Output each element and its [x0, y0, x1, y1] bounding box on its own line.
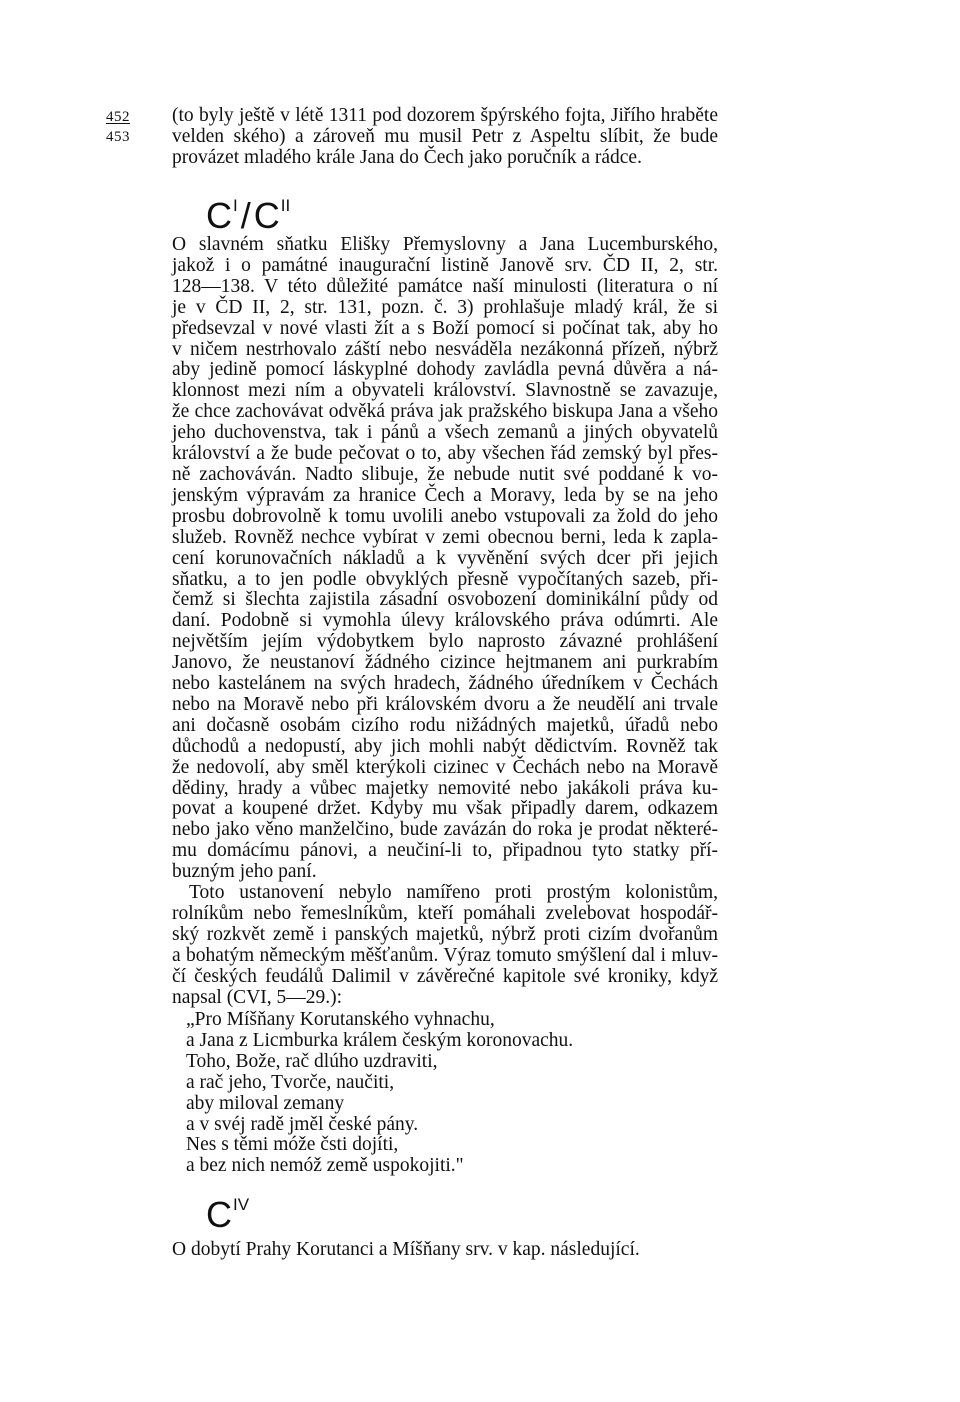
text-line: dědiny, hrady a vůbec majetky nemovité nebo jakákoli práva ku- — [172, 777, 718, 799]
text-line: čemž si šlechta zajistila zásadní osvobození dominikální půdy od — [172, 589, 718, 611]
text-line: cení korunovačních nákladů a k vyvěnění svých dcer při jejich — [172, 547, 718, 569]
heading-letter: C — [206, 195, 232, 236]
heading-letter: C — [206, 1194, 232, 1235]
text-line: je v ČD II, 2, str. 131, pozn. č. 3) prohlašuje mladý král, že si — [172, 296, 718, 318]
text-line: mu domácímu pánovi, a neučiní-li to, připadnou tyto statky pří- — [172, 840, 718, 862]
heading-letter: C — [253, 195, 280, 236]
text-line: největším jejím výdobytkem bylo naprosto závazné prohlášení — [172, 631, 718, 653]
poem-line: a v svéj radě jměl české pány. — [186, 1113, 419, 1135]
poem-quote — [186, 1010, 573, 1177]
text-line: v ničem nestrhovalo záští nebo nesváděla nezákonná přízeň, nýbrž — [172, 338, 718, 360]
text-line: důchodů a nedopustí, aby jich mohli nabýt dědictvím. Rovněž tak — [172, 735, 718, 757]
text-line: nebo kastelánem na svých hradech, žádného úředníkem v Čechách — [172, 673, 718, 695]
poem-line: aby miloval zemany — [186, 1092, 345, 1114]
text-line: 128—138. V této důležité památce naší minulosti (literatura o ní — [172, 275, 718, 297]
intro-paragraph — [172, 106, 718, 169]
text-line: aby jedině pomocí láskyplné dohody zavládla pevná důvěra a ná- — [172, 359, 718, 381]
text-line: (to byly ještě v létě 1311 pod dozorem špýrského fojta, Jiřího hraběte — [172, 105, 718, 126]
poem-line: „Pro Míšňany Korutanského vyhnachu, — [186, 1009, 495, 1030]
text-line: rolníkům nebo řemeslníkům, kteří pomáhali zvelebovat hospodář- — [172, 903, 718, 924]
main-paragraph — [172, 235, 718, 1009]
text-line: předsevzal v nové vlasti žít a s Boží pomocí si počínat tak, aby ho — [172, 317, 718, 339]
text-line: Janovo, že neustanoví žádného cizince hejtmanem ani purkrabím — [172, 652, 718, 674]
text-line: napsal (CVI, 5—29.): — [172, 986, 343, 1008]
page-number-top: 452 — [106, 109, 130, 125]
section-heading-civ — [206, 1187, 249, 1233]
text-line: ský rozkvět země i panských majetků, nýbrž proti cizím dvořanům — [172, 923, 718, 945]
text-line: povat a koupené držet. Kdyby mu však připadly darem, odkazem — [172, 798, 718, 820]
text-line: O dobytí Prahy Korutanci a Míšňany srv. v kap. následující. — [172, 1239, 640, 1260]
poem-line: Toho, Bože, rač dlúho uzdraviti, — [186, 1050, 438, 1072]
text-line: Toto ustanovení nebylo namířeno proti prostým kolonistům, — [189, 882, 718, 904]
text-line: království a že bude pečovat o to, aby všechen řád zemský byl přes- — [172, 443, 718, 465]
heading-superscript: II — [280, 196, 291, 215]
page-numbers — [106, 107, 146, 147]
text-line: jeho duchovenstva, tak i pánů a všech zemanů a jiných obyvatelů — [172, 422, 718, 444]
text-line: nebo na Moravě nebo při královském dvoru a že neudělí ani trvale — [172, 693, 718, 715]
text-line: klonnost mezi ním a obyvateli království. Slavnostně se zavazuje, — [172, 380, 718, 402]
text-line: O slavném sňatku Elišky Přemyslovny a Jana Lucemburského, — [172, 234, 718, 255]
poem-line: a Jana z Licmburka králem českým koronovachu. — [186, 1029, 574, 1051]
heading-superscript: I — [233, 196, 238, 215]
text-line: velden ského) a zároveň mu musil Petr z Aspeltu slíbit, že bude — [172, 125, 718, 147]
text-line: jenským výpravám za hranice Čech a Moravy, leda by se na jeho — [172, 484, 718, 506]
text-line: buzným jeho paní. — [172, 861, 317, 883]
poem-line: a rač jeho, Tvorče, naučiti, — [186, 1071, 395, 1093]
heading-superscript: IV — [233, 1195, 250, 1214]
text-line: sňatku, a to jen podle obvyklých přesně vypočítaných sazeb, při- — [172, 568, 718, 590]
text-line: nebo jako věno manželčino, bude zavázán do roka je prodat některé- — [172, 819, 718, 841]
text-line: a bohatým německým měšťanům. Výraz tomuto smýšlení dal i mluv- — [172, 944, 718, 966]
text-line: čí českých feudálů Dalimil v závěrečné kapitole své kroniky, když — [172, 965, 718, 987]
heading-separator: / — [240, 195, 251, 236]
text-line: že nedovolí, aby směl kterýkoli cizinec v Čechách nebo na Moravě — [172, 756, 718, 778]
poem-line: Nes s těmi móže čsti dojíti, — [186, 1134, 399, 1156]
text-line: ani dočasně osobám cizího rodu nižádných majetků, úřadů nebo — [172, 714, 718, 736]
text-line: služeb. Rovněž nechce vybírat v zemi obecnou berni, leda k zapla- — [172, 526, 718, 548]
page-number-bottom: 453 — [106, 129, 130, 145]
text-line: ně zachováván. Nadto slibuje, že nebude nutit své poddané k vo- — [172, 463, 718, 485]
text-line: prosbu dobrovolně k tomu uvolili anebo vstupovali za žold do jeho — [172, 505, 718, 527]
closing-line — [172, 1240, 718, 1261]
text-line: že chce zachovávat odvěká práva jak pražského biskupa Jana a všeho — [172, 401, 718, 423]
text-line: provázet mladého krále Jana do Čech jako poručník a rádce. — [172, 146, 642, 168]
poem-line: a bez nich nemóž země uspokojiti." — [186, 1155, 464, 1177]
text-line: daní. Podobně si vymohla úlevy královského práva odúmrti. Ale — [172, 610, 718, 632]
section-heading-ci-cii — [206, 188, 290, 234]
text-line: jakož i o památné inaugurační listině Janově srv. ČD II, 2, str. — [172, 254, 718, 276]
